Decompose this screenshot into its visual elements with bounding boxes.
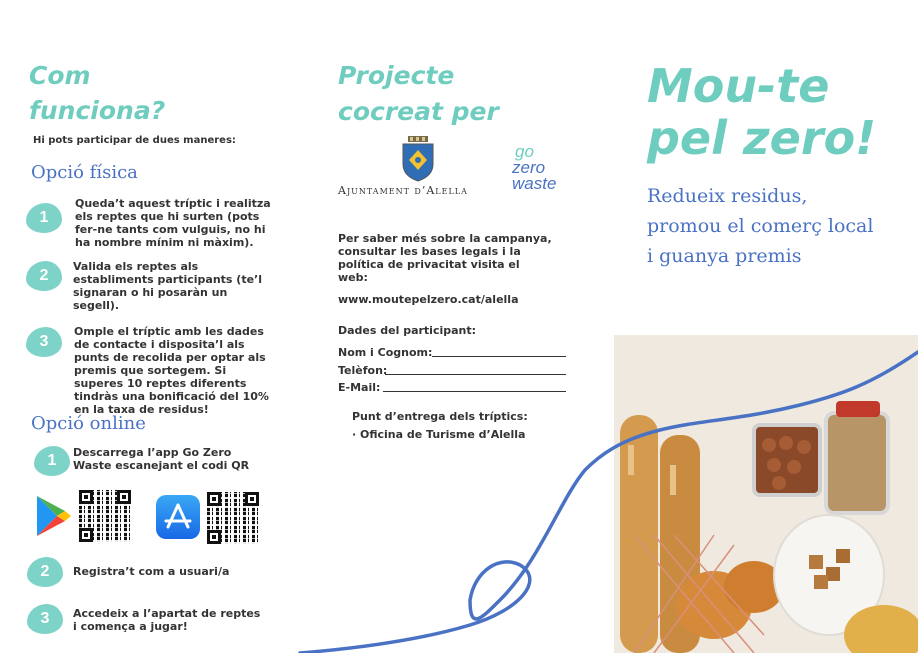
- middle-title-line2: cocreat per: [338, 97, 499, 126]
- participant-title: Dades del participant:: [338, 324, 477, 337]
- option1-step3-text: Omple el tríptic amb les dades de contacte i disposita’l als punts de recolida per optar als premis que sortegem. Si superes 10 reptes diferents tindràs una bonificació del 10% en la taxa de residus!: [74, 325, 269, 416]
- field-name-label: Nom i Cognom:: [338, 346, 433, 359]
- subtitle-line3: i guanya premis: [647, 245, 802, 267]
- step-badge: 3: [27, 604, 63, 634]
- left-title-line1: Com: [29, 61, 91, 90]
- step-badge: 2: [27, 557, 63, 587]
- option2-title: Opció online: [31, 413, 146, 434]
- field-phone-label: Telèfon:: [338, 364, 388, 377]
- right-title-line1: Mou-te: [647, 59, 830, 113]
- logo-go: go: [515, 142, 534, 161]
- logo-zero: zero: [512, 158, 546, 177]
- field-email-label: E-Mail:: [338, 381, 381, 394]
- ajuntament-name: Ajuntament d’Alella: [338, 184, 468, 197]
- subtitle-line2: promou el comerç local: [647, 215, 874, 237]
- delivery-title: Punt d’entrega dels tríptics:: [352, 410, 528, 423]
- subtitle-line1: Redueix residus,: [647, 185, 808, 207]
- option1-title: Opció física: [31, 162, 138, 183]
- option2-step2-text: Registra’t com a usuari/a: [73, 565, 230, 578]
- delivery-point: · Oficina de Turisme d’Alella: [352, 428, 526, 441]
- middle-title-line1: Projecte: [338, 61, 455, 90]
- step-badge: 2: [26, 261, 62, 291]
- campaign-info: Per saber més sobre la campanya, consultar les bases legals i la política de privacitat visita el web:: [338, 232, 552, 284]
- intro-text: Hi pots participar de dues maneres:: [33, 135, 236, 146]
- option2-step1-text: Descarrega l’app Go Zero Waste escanejant el codi QR: [73, 446, 250, 472]
- campaign-url[interactable]: www.moutepelzero.cat/alella: [338, 293, 519, 306]
- option1-step2-text: Valida els reptes als establiments participants (te’l signaran o hi posaràn un segell).: [73, 260, 262, 312]
- left-title-line2: funciona?: [29, 96, 166, 125]
- logo-waste: waste: [512, 174, 557, 193]
- step-badge: 1: [34, 446, 70, 476]
- option1-step1-text: Queda’t aquest tríptic i realitza els reptes que hi surten (pots fer-ne tants com vulguis, no hi ha nombre mínim ni màxim).: [75, 197, 271, 249]
- step-badge: 1: [26, 203, 62, 233]
- option2-step3-text: Accedeix a l’apartat de reptes i comença a jugar!: [73, 607, 261, 633]
- right-title-line2: pel zero!: [647, 111, 877, 165]
- step-badge: 3: [26, 327, 62, 357]
